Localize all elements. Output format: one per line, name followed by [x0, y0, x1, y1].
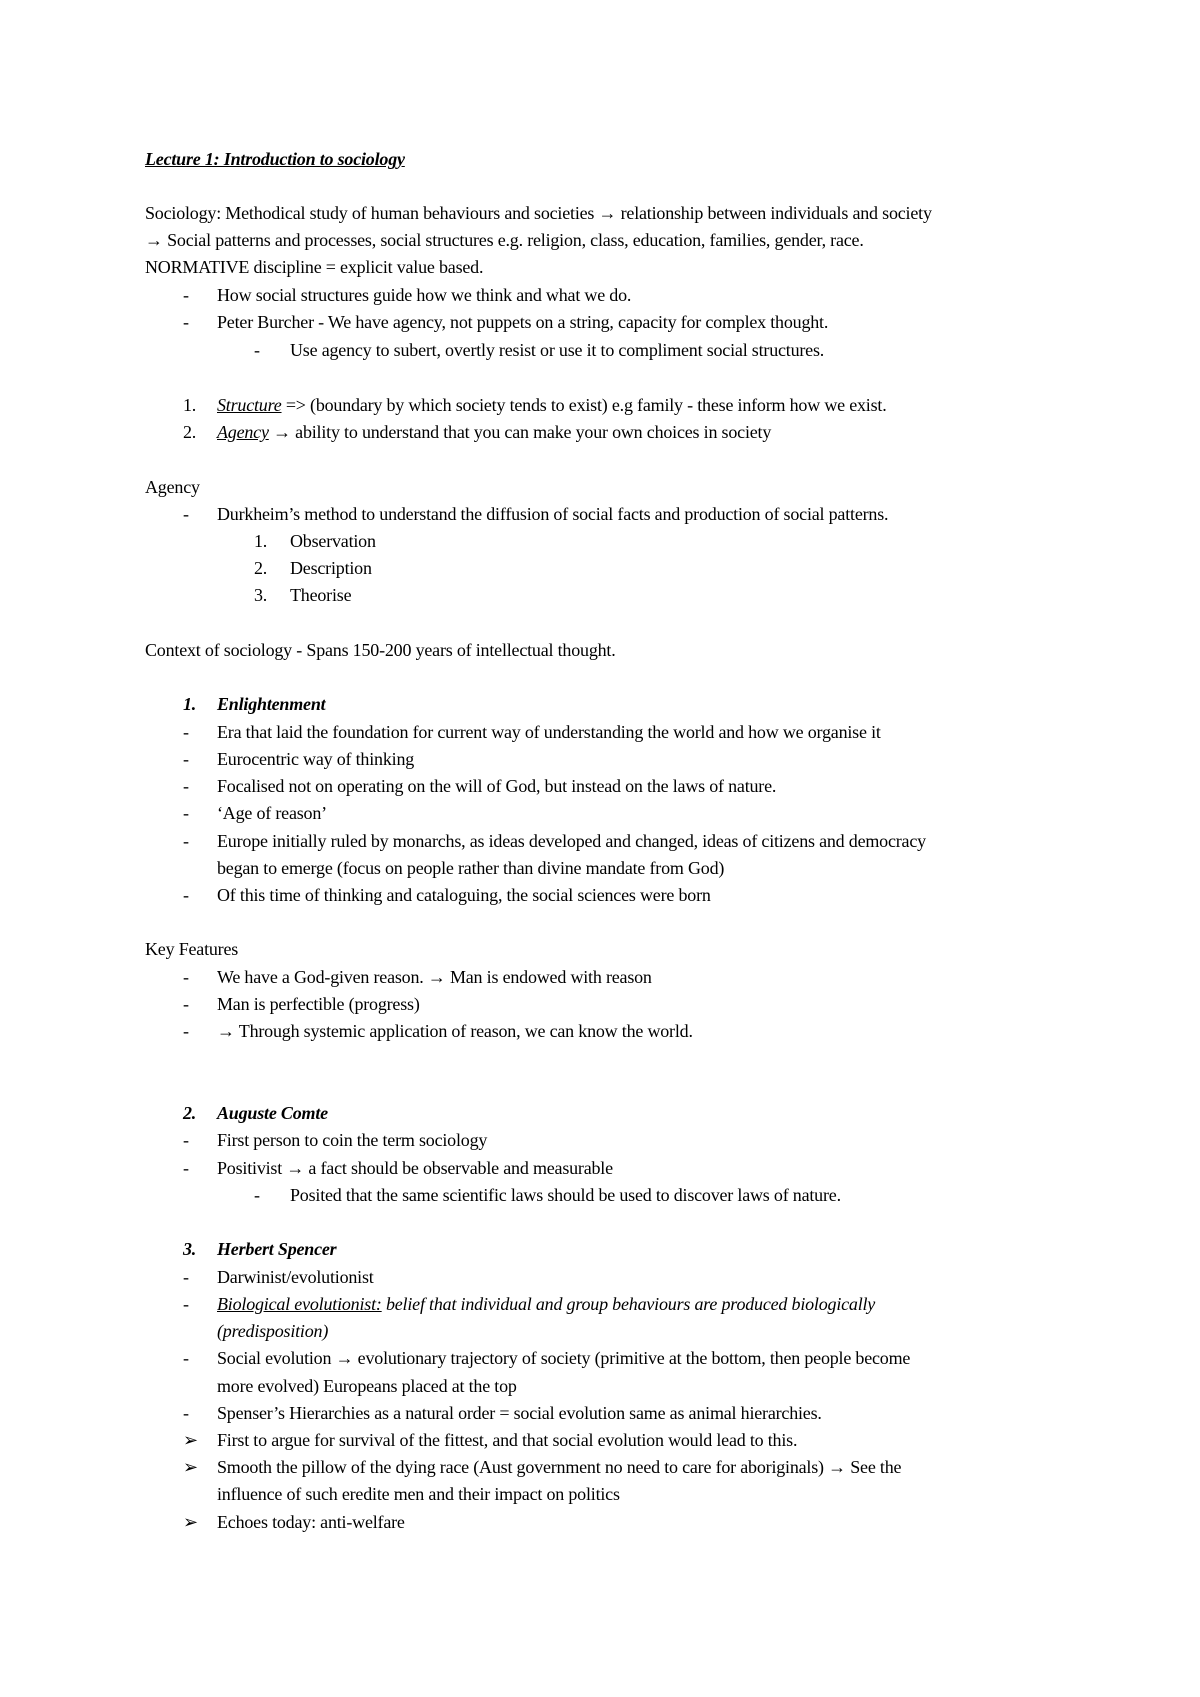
key-feature-bullet: Man is perfectible (progress) [217, 994, 420, 1014]
enlightenment-bullet: Europe initially ruled by monarchs, as ideas developed and changed, ideas of citizens and democracy [217, 831, 926, 851]
intro-line-3: NORMATIVE discipline = explicit value based. [145, 257, 484, 277]
arrow-bullet-icon: ➢ [183, 1457, 198, 1477]
numbered-item-agency [217, 421, 771, 443]
dash-marker: - [183, 504, 189, 524]
numbered-text: → ability to understand that you can make your own choices in society [268, 422, 772, 442]
section-number: 2. [183, 1103, 197, 1123]
list-number: 1. [254, 531, 268, 551]
context-line: Context of sociology - Spans 150-200 years of intellectual thought. [145, 640, 616, 660]
comte-heading: Auguste Comte [217, 1103, 328, 1123]
dash-marker: - [183, 831, 189, 851]
enlightenment-heading: Enlightenment [217, 694, 326, 714]
dash-marker: - [183, 1158, 189, 1178]
page-title: Lecture 1: Introduction to sociology [145, 149, 405, 169]
dash-marker: - [183, 285, 189, 305]
dash-marker: - [183, 1403, 189, 1423]
spencer-heading: Herbert Spencer [217, 1239, 337, 1259]
dash-marker: - [183, 1130, 189, 1150]
intro-line-1: Sociology: Methodical study of human behaviours and societies → relationship between individuals and society [145, 203, 932, 223]
arrow-bullet-icon: ➢ [183, 1512, 198, 1532]
dash-marker: - [183, 967, 189, 987]
comte-bullet: Positivist → a fact should be observable and measurable [217, 1158, 613, 1178]
spencer-bullet-cont: (predisposition) [217, 1321, 329, 1341]
dash-marker: - [183, 1348, 189, 1368]
dash-marker: - [183, 749, 189, 769]
dash-marker: - [183, 1294, 189, 1314]
biological-text: belief that individual and group behaviours are produced biologically [381, 1294, 876, 1314]
step-theorise: Theorise [290, 585, 352, 605]
term-biological-evolutionist: Biological evolutionist: [217, 1294, 382, 1314]
intro-bullet: How social structures guide how we think and what we do. [217, 285, 632, 305]
list-number: 2. [254, 558, 268, 578]
spencer-bullet: Darwinist/evolutionist [217, 1267, 374, 1287]
key-features-heading: Key Features [145, 939, 239, 959]
step-description: Description [290, 558, 372, 578]
dash-marker: - [183, 312, 189, 332]
intro-line-2: → Social patterns and processes, social structures e.g. religion, class, education, families, gender, race. [145, 230, 864, 250]
spencer-arrow-bullet: Echoes today: anti-welfare [217, 1512, 405, 1532]
numbered-text: => (boundary by which society tends to exist) e.g family - these inform how we exist. [281, 395, 887, 415]
dash-marker: - [183, 994, 189, 1014]
spencer-bullet-biological [217, 1293, 875, 1315]
spencer-bullet: Spenser’s Hierarchies as a natural order = social evolution same as animal hierarchies. [217, 1403, 822, 1423]
dash-marker: - [183, 1021, 189, 1041]
intro-bullet: Peter Burcher - We have agency, not puppets on a string, capacity for complex thought. [217, 312, 829, 332]
enlightenment-bullet: Eurocentric way of thinking [217, 749, 415, 769]
section-number: 1. [183, 694, 197, 714]
enlightenment-bullet: ‘Age of reason’ [217, 803, 327, 823]
dash-marker: - [183, 885, 189, 905]
key-feature-bullet: We have a God-given reason. → Man is endowed with reason [217, 967, 652, 987]
dash-marker: - [183, 776, 189, 796]
comte-bullet: First person to coin the term sociology [217, 1130, 488, 1150]
step-observation: Observation [290, 531, 376, 551]
dash-marker: - [183, 722, 189, 742]
spencer-arrow-bullet: First to argue for survival of the fittest, and that social evolution would lead to this. [217, 1430, 798, 1450]
section-number: 3. [183, 1239, 197, 1259]
term-agency: Agency [217, 422, 269, 442]
spencer-bullet-cont: more evolved) Europeans placed at the top [217, 1376, 517, 1396]
enlightenment-bullet: Focalised not on operating on the will of God, but instead on the laws of nature. [217, 776, 777, 796]
dash-marker: - [254, 1185, 260, 1205]
enlightenment-bullet-cont: began to emerge (focus on people rather than divine mandate from God) [217, 858, 725, 878]
list-number: 1. [183, 395, 197, 415]
spencer-bullet: Social evolution → evolutionary trajectory of society (primitive at the bottom, then people become [217, 1348, 911, 1368]
agency-bullet: Durkheim’s method to understand the diffusion of social facts and production of social patterns. [217, 504, 889, 524]
dash-marker: - [254, 340, 260, 360]
enlightenment-bullet: Era that laid the foundation for current way of understanding the world and how we organise it [217, 722, 881, 742]
dash-marker: - [183, 1267, 189, 1287]
numbered-item-structure [217, 394, 887, 416]
list-number: 2. [183, 422, 197, 442]
comte-sub-bullet: Posited that the same scientific laws should be used to discover laws of nature. [290, 1185, 841, 1205]
intro-sub-bullet: Use agency to subert, overtly resist or use it to compliment social structures. [290, 340, 825, 360]
list-number: 3. [254, 585, 268, 605]
spencer-arrow-bullet-cont: influence of such eredite men and their impact on politics [217, 1484, 620, 1504]
term-structure: Structure [217, 395, 282, 415]
arrow-bullet-icon: ➢ [183, 1430, 198, 1450]
agency-heading: Agency [145, 477, 200, 497]
dash-marker: - [183, 803, 189, 823]
key-feature-bullet: → Through systemic application of reason, we can know the world. [217, 1021, 693, 1041]
spencer-arrow-bullet: Smooth the pillow of the dying race (Aust government no need to care for aboriginals) → See the [217, 1457, 902, 1477]
enlightenment-bullet: Of this time of thinking and cataloguing, the social sciences were born [217, 885, 711, 905]
